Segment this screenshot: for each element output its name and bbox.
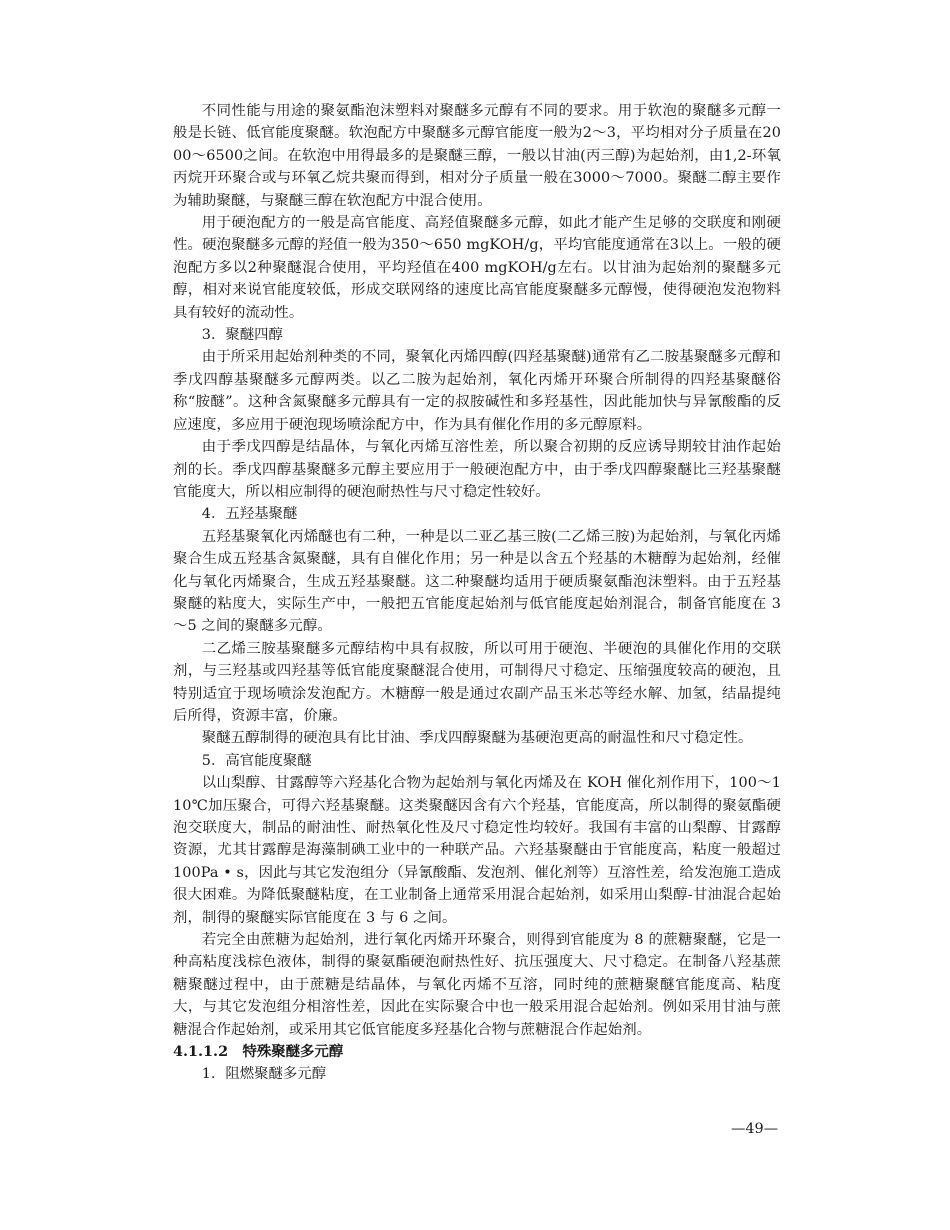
heading-pentahydroxy-polyethers: 4．五羟基聚醚 bbox=[201, 506, 298, 523]
paragraph-sorbitol-mannitol: 以山梨醇、甘露醇等六羟基化合物为起始剂与氧化丙烯及在 KOH 催化剂作用下，100～110℃加压聚合，可得六羟基聚醚。这类聚醚因含有六个羟基，官能度高，所以制得的聚氨酯硬泡交联度大，制品的耐油性、耐热氧化性及尺寸稳定性均较好。我国有丰富的山梨醇、甘露醇资源，尤其甘露醇是海藻制碘工业中的一种联产品。六羟基聚醚由于官能度高，粘度一般超过 100Pa • s，因此与其它发泡组分（异氰酸酯、发泡剂、催化剂等）互溶性差，给发泡施工造成很大困难。为降低聚醚粘度，在工业制备上通常采用混合起始剂，如采用山梨醇-甘油混合起始剂，制得的聚醚实际官能度在 3 与 6 之间。 bbox=[173, 775, 781, 926]
heading-high-functionality: 5．高官能度聚醚 bbox=[201, 752, 312, 769]
paragraph-diethylenetriamine: 二乙烯三胺基聚醚多元醇结构中具有叔胺，所以可用于硬泡、半硬泡的具催化作用的交联剂，与三羟基或四羟基等低官能度聚醚混合使用，可制得尺寸稳定、压缩强度较高的硬泡，且特别适宜于现场喷涂发泡配方。木糖醇一般是通过农副产品玉米芯等经水解、加氢，结晶提纯后所得，资源丰富，价廉。 bbox=[173, 640, 781, 724]
page-number: —49— bbox=[731, 1121, 779, 1137]
paragraph-pentaerythritol: 由于季戊四醇是结晶体，与氧化丙烯互溶性差，所以聚合初期的反应诱导期较甘油作起始剂的长。季戊四醇基聚醚多元醇主要应用于一般硬泡配方中，由于季戊四醇聚醚比三羟基聚醚官能度大，所以相应制得的硬泡耐热性与尺寸稳定性较好。 bbox=[173, 439, 781, 500]
paragraph-rigid-foam-polyols: 用于硬泡配方的一般是高官能度、高羟值聚醚多元醇，如此才能产生足够的交联度和刚硬性。硬泡聚醚多元醇的羟值一般为350～650 mgKOH/g，平均官能度通常在3以上。一般的硬泡配方多以2种聚醚混合使用，平均羟值在400 mgKOH/g左右。以甘油为起始剂的聚醚多元醇，相对来说官能度较低，形成交联网络的速度比高官能度聚醚多元醇慢，使得硬泡发泡物料具有较好的流动性。 bbox=[173, 215, 781, 321]
paragraph-pentahydroxy-types: 五羟基聚氧化丙烯醚也有二种，一种是以二亚乙基三胺(二乙烯三胺)为起始剂，与氧化丙烯聚合生成五羟基含氮聚醚，具有自催化作用；另一种是以含五个羟基的木糖醇为起始剂，经催化与氧化丙烯聚合，生成五羟基聚醚。这二种聚醚均适用于硬质聚氨酯泡沫塑料。由于五羟基聚醚的粘度大，实际生产中，一般把五官能度起始剂与低官能度起始剂混合，制备官能度在 3～5 之间的聚醚多元醇。 bbox=[173, 528, 781, 635]
section-heading-special-polyethers: 4.1.1.2 特殊聚醚多元醇 bbox=[173, 1043, 344, 1061]
page-content bbox=[173, 100, 781, 1086]
paragraph-pentaol-foam: 聚醚五醇制得的硬泡具有比甘油、季戊四醇聚醚为基硬泡更高的耐温性和尺寸稳定性。 bbox=[201, 730, 753, 747]
heading-flame-retardant: 1．阻燃聚醚多元醇 bbox=[201, 1066, 327, 1083]
heading-polyether-tetraols: 3．聚醚四醇 bbox=[201, 327, 283, 344]
paragraph-flexible-foam-polyols: 不同性能与用途的聚氨酯泡沫塑料对聚醚多元醇有不同的要求。用于软泡的聚醚多元醇一般是长链、低官能度聚醚。软泡配方中聚醚多元醇官能度一般为2～3，平均相对分子质量在2000～6500之间。在软泡中用得最多的是聚醚三醇，一般以甘油(丙三醇)为起始剂，由1,2-环氧丙烷开环聚合或与环氧乙烷共聚而得到，相对分子质量一般在3000～7000。聚醚二醇主要作为辅助聚醚，与聚醚三醇在软泡配方中混合使用。 bbox=[173, 103, 781, 209]
paragraph-tetraol-types: 由于所采用起始剂种类的不同，聚氧化丙烯四醇(四羟基聚醚)通常有乙二胺基聚醚多元醇和季戊四醇基聚醚多元醇两类。以乙二胺为起始剂，氧化丙烯开环聚合所制得的四羟基聚醚俗称“胺醚”。这种含氮聚醚多元醇具有一定的叔胺碱性和多羟基性，因此能加快与异氰酸酯的反应速度，多应用于硬泡现场喷涂配方中，作为具有催化作用的多元醇原料。 bbox=[173, 349, 781, 433]
paragraph-sucrose: 若完全由蔗糖为起始剂，进行氧化丙烯开环聚合，则得到官能度为 8 的蔗糖聚醚，它是一种高粘度浅棕色液体，制得的聚氨酯硬泡耐热性好、抗压强度大、尺寸稳定。在制备八羟基蔗糖聚醚过程中，由于蔗糖是结晶体，与氧化丙烯不互溶，同时纯的蔗糖聚醚官能度高、粘度大，与其它发泡组分相溶性差，因此在实际聚合中也一般采用混合起始剂。例如采用甘油与蔗糖混合作起始剂，或采用其它低官能度多羟基化合物与蔗糖混合作起始剂。 bbox=[173, 932, 781, 1038]
